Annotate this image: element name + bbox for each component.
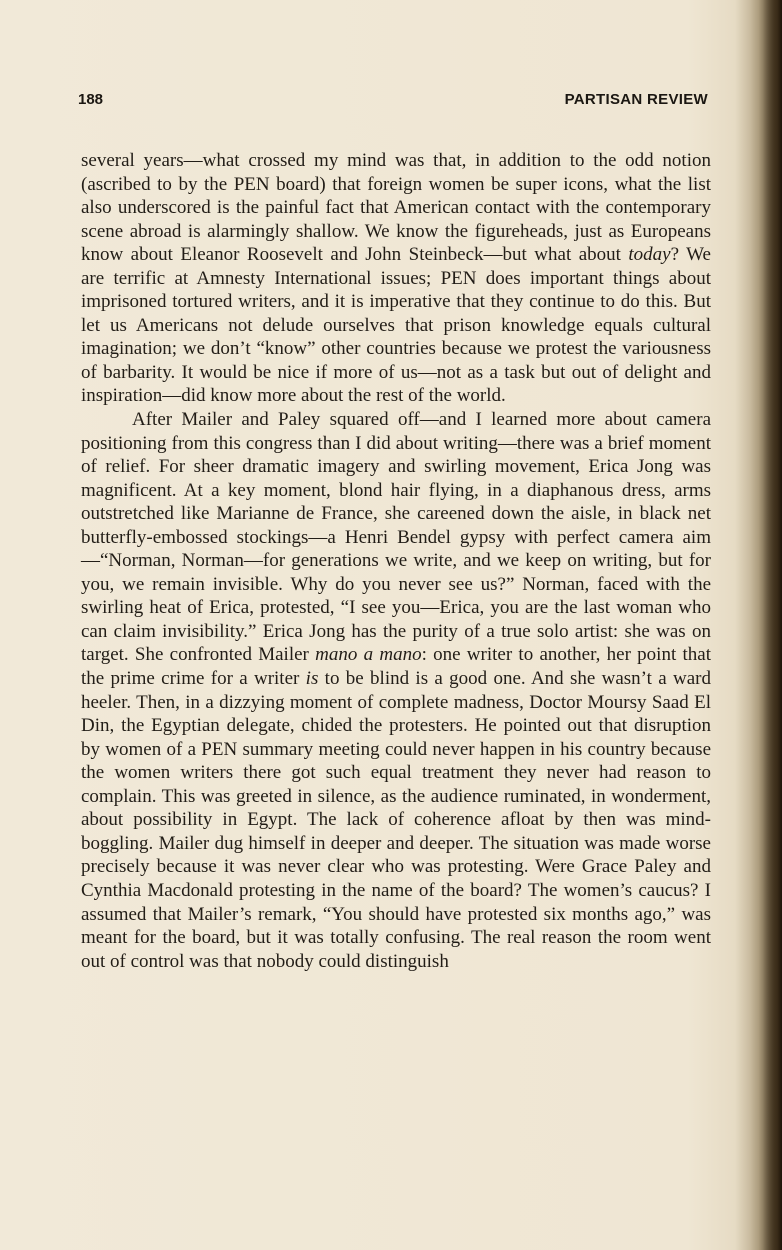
text-segment: to be blind is a good one. And she wasn’t a ward heeler. Then, in a dizzying moment of complete madness, Doctor Moursy Saad El Din, the Egyptian delegate, chided the protesters. He pointed out that disruption by women of a PEN summary meeting could never happen in his country because the women writers there got such equal treatment they never had reason to complain. This was greeted in silence, as the audience ruminated, in wonderment, about possibility in Egypt. The lack of coherence afloat by then was mind-boggling. Mailer dug himself in deeper and deeper. The situation was made worse precisely because it was never clear who was protesting. Were Grace Paley and Cynthia Macdonald protesting in the name of the board? The women’s caucus? I assumed that Mailer’s remark, “You should have protested six months ago,” was meant for the board, but it was totally confusing. The real reason the room went out of control was that nobody could distinguish (81, 668, 711, 972)
text-segment: several years—what crossed my mind was that, in addition to the odd notion (ascribed to by the PEN board) that foreign women be super icons, what the list also underscored is the painful fact that American contact with the contemporary scene abroad is alarmingly shallow. We know the figureheads, just as Europeans know about Eleanor Roosevelt and John Steinbeck—but what about (81, 150, 711, 266)
text-segment: ? We are terrific at Amnesty International issues; PEN does important things about imprisoned tortured writers, and it is imperative that they continue to do this. But let us Americans not delude ourselves that prison knowledge equals cultural imagination; we don’t “know” other countries because we protest the variousness of barbarity. It would be nice if more of us—not as a task but out of delight and inspiration—did know more about the rest of the world. (81, 244, 711, 407)
paragraph-1 (81, 149, 711, 408)
italic-phrase-mano-a-mano: mano a mano (315, 644, 422, 666)
body-text (81, 149, 711, 973)
italic-word-is: is (305, 668, 319, 690)
journal-title: PARTISAN REVIEW (564, 91, 708, 108)
running-head (78, 91, 708, 113)
text-segment: After Mailer and Paley squared off—and I learned more about camera positioning from this congress than I did about writing—there was a brief moment of relief. For sheer dramatic imagery and swirling movement, Erica Jong was magnificent. At a key moment, blond hair flying, in a diaphanous dress, arms outstretched like Marianne de France, she careened down the aisle, in black net butterfly-embossed stockings—a Henri Bendel gypsy with perfect camera aim—“Norman, Norman—for generations we write, and we keep on writing, but for you, we remain invisible. Why do you never see us?” Norman, faced with the swirling heat of Erica, protested, “I see you—Erica, you are the last woman who can claim invisibility.” Erica Jong has the purity of a true solo artist: she was on target. She confronted Mailer (81, 409, 711, 666)
text-segment: : one writer to another, her point that the prime crime for a writer (81, 644, 711, 690)
page-gutter-shadow (750, 0, 782, 1250)
paragraph-2 (81, 408, 711, 973)
italic-word-today: today (628, 244, 671, 266)
page-number: 188 (78, 91, 104, 108)
